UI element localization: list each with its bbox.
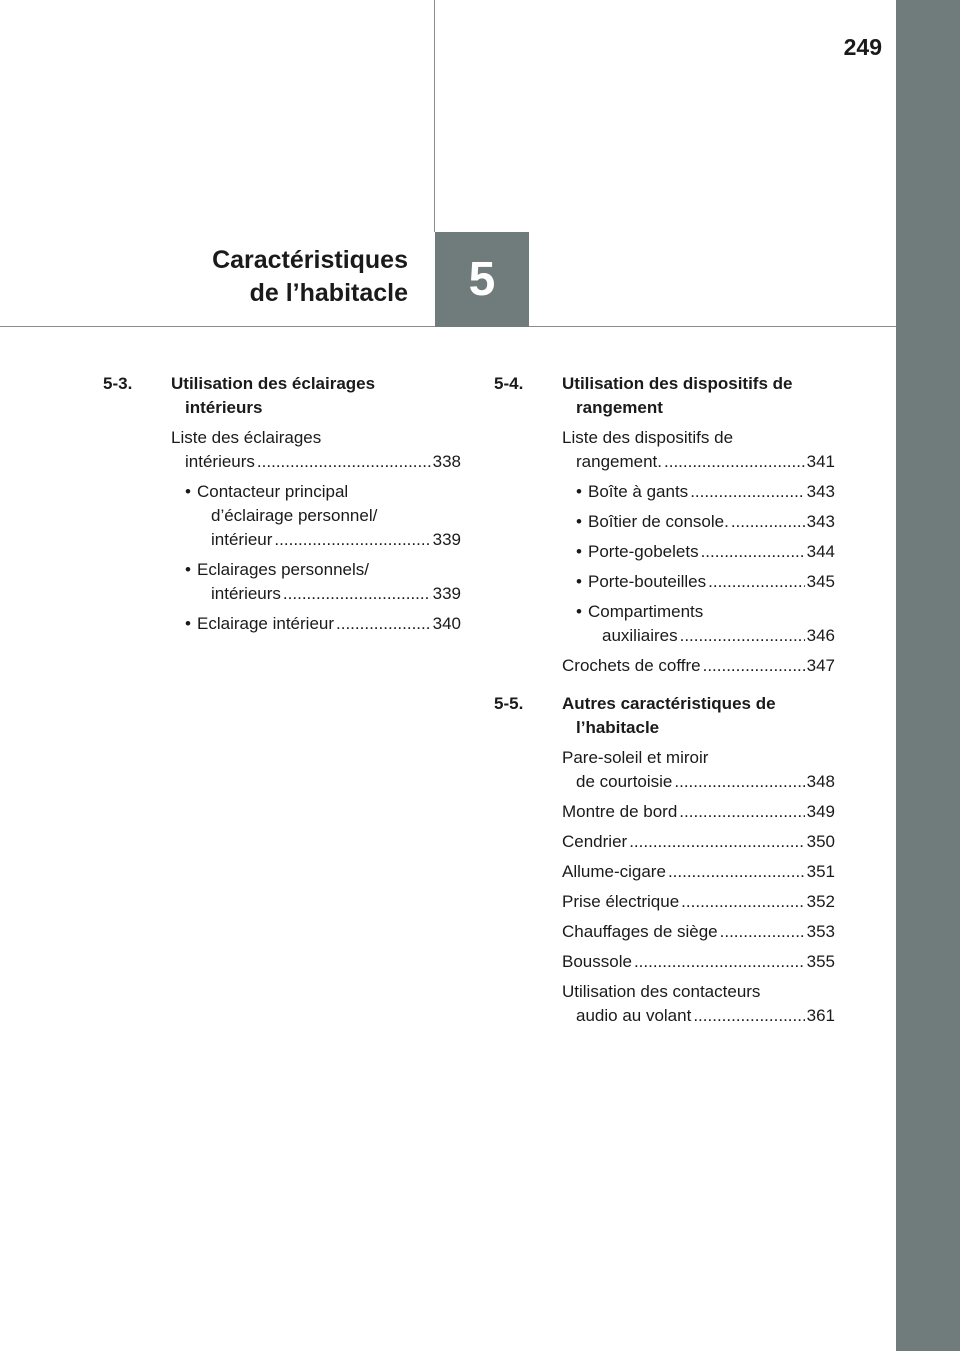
entry-line — [562, 950, 835, 974]
entry-text: rangement. — [576, 452, 662, 471]
bullet-icon: • — [185, 482, 191, 501]
entry-text: audio au volant — [576, 1006, 692, 1025]
entry-text: Boîte à gants — [588, 482, 689, 501]
toc-column-left — [103, 372, 461, 642]
entry-text: de courtoisie — [576, 772, 673, 791]
page-ref: 344 — [806, 542, 835, 561]
toc-entry[interactable] — [562, 920, 835, 944]
leader-dots — [703, 654, 805, 678]
leader-dots — [681, 890, 804, 914]
page-ref: 346 — [806, 626, 835, 645]
entry-line — [562, 770, 835, 794]
chapter-title — [212, 244, 408, 310]
toc-section-5-5[interactable] — [494, 692, 835, 740]
section-number: 5-4. — [494, 374, 524, 393]
leader-dots — [720, 920, 805, 944]
entry-text: Contacteur principal — [197, 482, 349, 501]
toc-subentry[interactable] — [576, 480, 835, 504]
toc-entry[interactable] — [562, 654, 835, 678]
entry-line — [576, 540, 835, 564]
leader-dots — [634, 950, 805, 974]
entry-line — [576, 624, 835, 648]
entry-text: Crochets de coffre — [562, 656, 701, 675]
entry-line — [562, 830, 835, 854]
page-ref: 340 — [432, 614, 461, 633]
toc-subentry[interactable] — [576, 540, 835, 564]
leader-dots — [668, 860, 805, 884]
entry-text: intérieurs — [185, 452, 255, 471]
leader-dots — [679, 800, 804, 824]
bullet-icon: • — [576, 572, 582, 591]
entry-line — [171, 450, 461, 474]
page-ref: 347 — [806, 656, 835, 675]
section-number: 5-3. — [103, 374, 133, 393]
entry-line — [562, 890, 835, 914]
entry-line — [185, 582, 461, 606]
entry-text: Utilisation des contacteurs — [562, 982, 761, 1001]
toc-entry[interactable] — [562, 746, 835, 794]
entry-text: Eclairages personnels/ — [197, 560, 369, 579]
leader-dots — [690, 480, 804, 504]
page-ref: 341 — [806, 452, 835, 471]
entry-text: intérieurs — [211, 584, 281, 603]
entry-text: Allume-cigare — [562, 862, 666, 881]
header-divider-vertical — [434, 0, 435, 232]
entry-line — [576, 510, 835, 534]
entry-text: Pare-soleil et miroir — [562, 748, 709, 767]
entry-text: Compartiments — [588, 602, 704, 621]
toc-subentry[interactable] — [576, 600, 835, 648]
leader-dots — [664, 450, 805, 474]
toc-subentry[interactable] — [576, 570, 835, 594]
toc-subentry[interactable] — [185, 558, 461, 606]
entry-line — [562, 450, 835, 474]
page-ref: 349 — [806, 802, 835, 821]
page-ref: 339 — [432, 530, 461, 549]
section-title-line1: Utilisation des éclairages — [171, 374, 376, 393]
chapter-title-line1: Caractéristiques — [212, 246, 408, 274]
section-title-line2: intérieurs — [185, 398, 263, 417]
toc-section-5-3[interactable] — [103, 372, 461, 420]
bullet-icon: • — [185, 614, 191, 633]
page-ref: 361 — [806, 1006, 835, 1025]
toc-subentry[interactable] — [185, 612, 461, 636]
entry-text: Liste des éclairages — [171, 428, 322, 447]
toc-entry[interactable] — [562, 800, 835, 824]
entry-line — [576, 480, 835, 504]
leader-dots — [708, 570, 805, 594]
section-title — [562, 692, 835, 740]
leader-dots — [283, 582, 431, 606]
toc-entry[interactable] — [562, 980, 835, 1028]
toc-entry[interactable] — [562, 890, 835, 914]
page-ref: 338 — [432, 452, 461, 471]
page-ref: 339 — [432, 584, 461, 603]
toc-column-right — [494, 372, 835, 1034]
leader-dots — [701, 540, 805, 564]
entry-line — [185, 528, 461, 552]
leader-dots — [731, 510, 805, 534]
leader-dots — [629, 830, 804, 854]
section-title-line2: rangement — [576, 398, 663, 417]
entry-text: Prise électrique — [562, 892, 680, 911]
entry-text: intérieur — [211, 530, 273, 549]
chapter-side-tab — [896, 0, 960, 1351]
toc-entry[interactable] — [562, 830, 835, 854]
leader-dots — [257, 450, 431, 474]
entry-text: Porte-bouteilles — [588, 572, 707, 591]
section-title-line2: l’habitacle — [576, 718, 660, 737]
entry-text: Eclairage intérieur — [197, 614, 335, 633]
entry-text: auxiliaires — [602, 626, 678, 645]
page-ref: 352 — [806, 892, 835, 911]
section-title-line1: Utilisation des dispositifs de — [562, 374, 793, 393]
entry-line — [562, 1004, 835, 1028]
leader-dots — [693, 1004, 804, 1028]
entry-text: Boussole — [562, 952, 632, 971]
page-ref: 345 — [806, 572, 835, 591]
entry-text: Porte-gobelets — [588, 542, 699, 561]
toc-subentry[interactable] — [576, 510, 835, 534]
section-number: 5-5. — [494, 694, 524, 713]
entry-line — [562, 800, 835, 824]
entry-line — [562, 860, 835, 884]
entry-text: Chauffages de siège — [562, 922, 718, 941]
entry-line — [185, 612, 461, 636]
entry-line — [576, 570, 835, 594]
page-ref: 351 — [806, 862, 835, 881]
chapter-number-box — [435, 232, 529, 327]
section-title-line1: Autres caractéristiques de — [562, 694, 776, 713]
page-number: 249 — [843, 34, 882, 60]
page-ref: 353 — [806, 922, 835, 941]
bullet-icon: • — [576, 512, 582, 531]
leader-dots — [674, 770, 804, 794]
toc-entry[interactable] — [562, 426, 835, 474]
entry-text: Montre de bord — [562, 802, 678, 821]
entry-text: Boîtier de console. — [588, 512, 729, 531]
page-ref: 355 — [806, 952, 835, 971]
toc-entry[interactable] — [562, 860, 835, 884]
page-ref: 350 — [806, 832, 835, 851]
entry-line — [562, 654, 835, 678]
entry-text: Liste des dispositifs de — [562, 428, 734, 447]
bullet-icon: • — [576, 602, 582, 621]
leader-dots — [680, 624, 805, 648]
entry-text: Cendrier — [562, 832, 628, 851]
toc-section-5-4[interactable] — [494, 372, 835, 420]
toc-subentry[interactable] — [185, 480, 461, 552]
leader-dots — [274, 528, 430, 552]
entry-text: d’éclairage personnel/ — [211, 506, 378, 525]
bullet-icon: • — [576, 542, 582, 561]
leader-dots — [336, 612, 431, 636]
page-ref: 348 — [806, 772, 835, 791]
section-title — [562, 372, 835, 420]
toc-entry[interactable] — [562, 950, 835, 974]
entry-line — [562, 920, 835, 944]
chapter-number: 5 — [468, 253, 496, 306]
chapter-title-line2: de l’habitacle — [249, 279, 408, 307]
section-title — [171, 372, 461, 420]
bullet-icon: • — [185, 560, 191, 579]
page-ref: 343 — [806, 482, 835, 501]
bullet-icon: • — [576, 482, 582, 501]
page-ref: 343 — [806, 512, 835, 531]
toc-entry[interactable] — [171, 426, 461, 474]
